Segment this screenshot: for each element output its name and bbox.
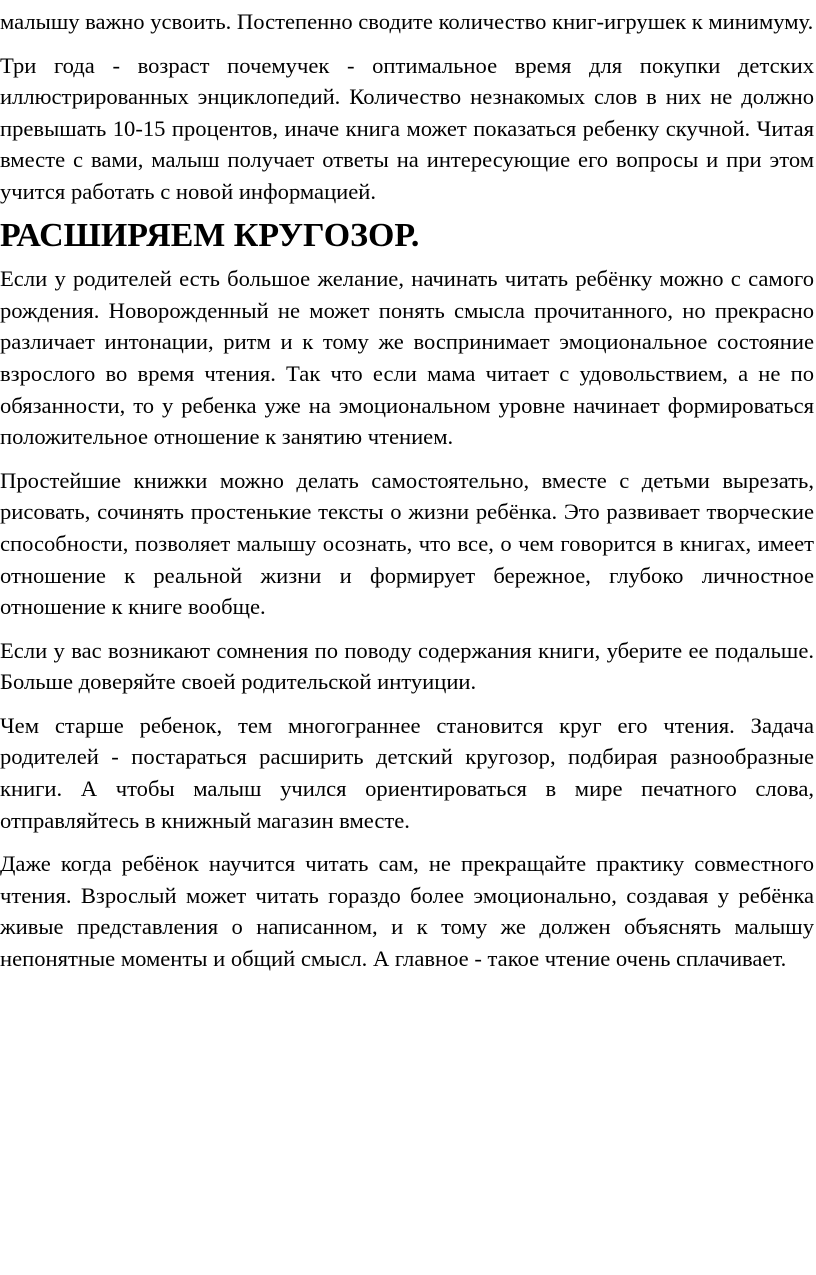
paragraph-older-child: Чем старше ребенок, тем многограннее становится круг его чтения. Задача родителей - постараться расширить детский кругозор, подбирая разнообразные книги. А чтобы малыш учился ориентироваться в мире печатного слова, отправляйтесь в книжный магазин вместе. (0, 712, 814, 833)
paragraph-from-birth: Если у родителей есть большое желание, начинать читать ребёнку можно с самого рождения. Новорожденный не может понять смысла прочитанного, но прекрасно различает интонации, ритм и к тому же воспринимает эмоциональное состояние взрослого во время чтения. Так что если мама читает с удовольствием, а не по обязанности, то у ребенка уже на эмоциональном уровне начинает формироваться положительное отношение к занятию чтением. (0, 266, 814, 450)
paragraph-joint-reading: Даже когда ребёнок научится читать сам, не прекращайте практику совместного чтения. Взрослый может читать гораздо более эмоционально, создавая у ребёнка живые представления о написанном, и к тому же должен объяснять малышу непонятные моменты и общий смысл. А главное - такое чтение очень сплачивает. (0, 851, 814, 972)
paragraph-continuation: малышу важно усвоить. Постепенно сводите количество книг-игрушек к минимуму. (0, 9, 814, 34)
paragraph-encyclopedias: Три года - возраст почемучек - оптимальное время для покупки детских иллюстрированных энциклопедий. Количество незнакомых слов в них не должно превышать 10-15 процентов, иначе книга может показаться ребенку скучной. Читая вместе с вами, малыш получает ответы на интересующие его вопросы и при этом учится работать с новой информацией. (0, 52, 814, 204)
paragraph-homemade-books: Простейшие книжки можно делать самостоятельно, вместе с детьми вырезать, рисовать, сочинять простенькие тексты о жизни ребёнка. Это развивает творческие способности, позволяет малышу осознать, что все, о чем говорится в книгах, имеет отношение к реальной жизни и формирует бережное, глубоко личностное отношение к книге вообще. (0, 467, 814, 620)
section-heading: РАСШИРЯЕМ КРУГОЗОР. (0, 216, 420, 254)
paragraph-doubts: Если у вас возникают сомнения по поводу содержания книги, уберите ее подальше. Больше доверяйте своей родительской интуиции. (0, 637, 814, 695)
